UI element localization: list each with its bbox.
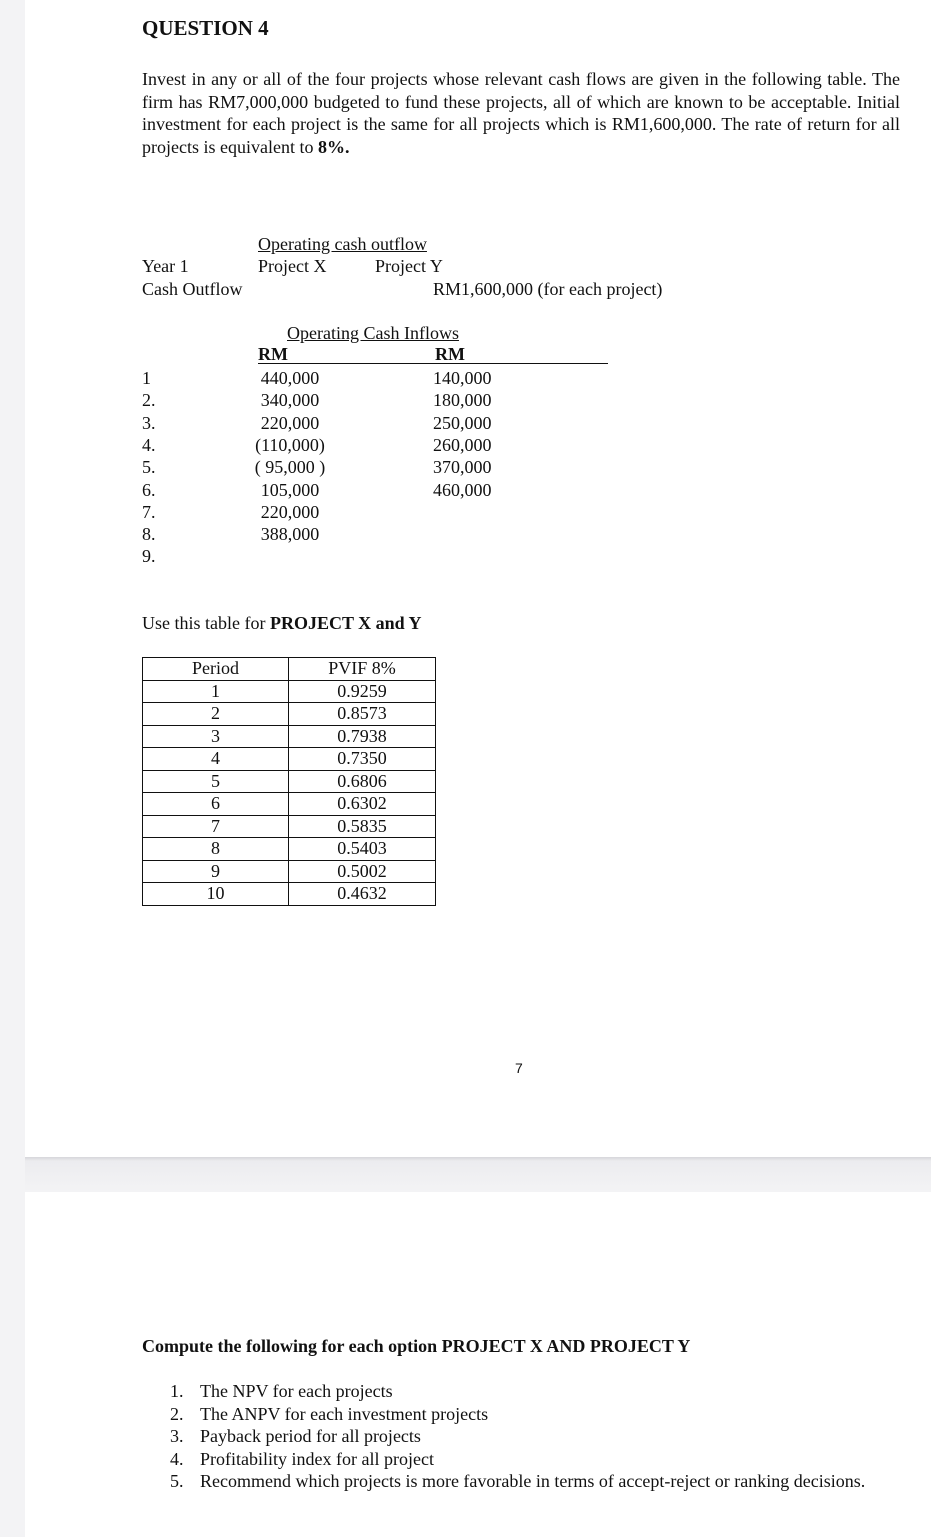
task-number: 4. — [170, 1448, 184, 1469]
pvif-row — [143, 725, 436, 748]
pvif-factor-value: 0.7938 — [337, 725, 387, 746]
task-text: Profitability index for all project — [200, 1448, 434, 1469]
pvif-factor-cell — [289, 725, 436, 748]
pvif-row — [143, 883, 436, 906]
inflow-project-x-value: 105,000 — [260, 479, 320, 500]
task-number: 5. — [170, 1471, 184, 1491]
cash-outflow-amount: RM1,600,000 (for each project) — [433, 279, 663, 299]
inflow-year-label: 5. — [142, 457, 156, 478]
intro-text: Invest in any or all of the four projects whose relevant cash flows are given in the following table. The firm has RM7,000,000 budgeted to fund these projects, all of which are known to be acceptable. Initial investment for each project is the same for all projects which is RM1,600,000. The rate of return for all projects is equivalent to — [142, 69, 900, 157]
pvif-factor-cell — [289, 883, 436, 906]
inflow-year-label: 9. — [142, 546, 156, 567]
pvif-row — [143, 860, 436, 883]
pvif-factor-cell — [289, 748, 436, 771]
table-note — [142, 612, 422, 634]
task-item — [158, 1448, 902, 1471]
task-text: Payback period for all projects — [200, 1426, 421, 1446]
pvif-period-cell: 10 — [143, 883, 289, 906]
task-item — [158, 1380, 902, 1403]
page-number: 7 — [515, 1060, 523, 1076]
pvif-row — [143, 793, 436, 816]
inflow-project-y-value: 370,000 — [433, 457, 492, 478]
pvif-row — [143, 748, 436, 771]
inflows-x-unit: RM — [258, 344, 288, 364]
task-text: The ANPV for each investment projects — [200, 1403, 489, 1424]
inflow-year-label: 4. — [142, 434, 156, 455]
pvif-factor-value: 0.4632 — [337, 883, 387, 904]
table-note-prefix: Use this table for — [142, 613, 270, 633]
table-note-bold: PROJECT X and Y — [269, 613, 422, 633]
inflow-year-label: 7. — [142, 501, 156, 522]
pvif-factor-header: PVIF 8% — [328, 658, 396, 679]
inflow-project-x-value: 340,000 — [260, 390, 320, 411]
question-title: QUESTION 4 — [142, 16, 269, 40]
pvif-row — [143, 815, 436, 838]
pvif-factor-value: 0.9259 — [337, 680, 387, 701]
pvif-period-cell: 6 — [143, 793, 289, 816]
inflow-project-x-value: ( 95,000 ) — [254, 457, 326, 478]
pvif-header-row — [143, 658, 436, 681]
pvif-factor-value: 0.5002 — [337, 860, 387, 881]
inflow-project-x-value: (110,000) — [255, 434, 325, 455]
outflow-project-x-label: Project X — [258, 256, 327, 276]
pvif-period-cell: 2 — [143, 703, 289, 726]
pvif-table — [142, 657, 436, 906]
pvif-row — [143, 838, 436, 861]
page-separator — [25, 1157, 931, 1192]
pvif-factor-value: 0.5835 — [337, 815, 387, 836]
compute-heading: Compute the following for each option PROJECT X AND PROJECT Y — [142, 1336, 691, 1356]
pvif-factor-value: 0.8573 — [337, 703, 387, 724]
year-1-label: Year 1 — [142, 256, 189, 276]
document-page-2 — [25, 1192, 931, 1537]
pvif-row — [143, 703, 436, 726]
inflow-year-label: 8. — [142, 524, 156, 545]
inflows-header-rule — [258, 363, 608, 364]
inflow-project-y-value: 260,000 — [433, 434, 492, 455]
task-item — [158, 1470, 902, 1493]
intro-rate: 8%. — [317, 136, 350, 157]
inflow-project-y-value: 250,000 — [433, 412, 492, 433]
pvif-factor-cell — [289, 793, 436, 816]
document-page-1 — [25, 0, 931, 1157]
pvif-factor-value: 0.7350 — [337, 748, 387, 769]
pvif-row — [143, 770, 436, 793]
pvif-factor-cell — [289, 815, 436, 838]
pvif-factor-cell — [289, 680, 436, 703]
task-number: 1. — [170, 1381, 184, 1401]
pvif-factor-value: 0.6302 — [337, 793, 387, 814]
pvif-period-cell: 1 — [143, 680, 289, 703]
task-item — [158, 1403, 902, 1426]
task-item — [158, 1425, 902, 1448]
task-list — [158, 1380, 902, 1493]
task-text: The NPV for each projects — [200, 1381, 393, 1401]
pvif-period-cell: 7 — [143, 815, 289, 838]
pvif-row — [143, 680, 436, 703]
outflow-project-y-label: Project Y — [375, 256, 443, 276]
inflow-project-y-value: 140,000 — [433, 368, 492, 388]
intro-paragraph — [142, 68, 900, 158]
inflows-y-unit: RM — [435, 344, 465, 364]
pvif-factor-value: 0.5403 — [337, 838, 387, 859]
pvif-period-cell: 8 — [143, 838, 289, 861]
pvif-factor-cell — [289, 770, 436, 793]
cash-outflow-label: Cash Outflow — [142, 279, 243, 299]
pvif-period-cell: 3 — [143, 725, 289, 748]
inflow-project-x-value: 440,000 — [260, 368, 320, 388]
pvif-factor-cell — [289, 838, 436, 861]
outflow-heading: Operating cash outflow — [258, 234, 427, 254]
inflow-project-y-value: 460,000 — [433, 479, 492, 500]
pvif-period-cell: 9 — [143, 860, 289, 883]
pvif-factor-header-cell — [289, 658, 436, 681]
pvif-factor-value: 0.6806 — [337, 770, 387, 791]
task-text: Recommend which projects is more favorable in terms of accept-reject or ranking decisions. — [200, 1471, 866, 1491]
pvif-period-cell: 5 — [143, 770, 289, 793]
pvif-factor-cell — [289, 860, 436, 883]
inflow-project-x-value: 220,000 — [260, 412, 320, 433]
task-number: 3. — [170, 1426, 184, 1446]
pvif-period-cell: 4 — [143, 748, 289, 771]
inflow-project-y-value: 180,000 — [433, 390, 492, 411]
task-number: 2. — [170, 1403, 184, 1424]
inflow-project-x-value: 220,000 — [260, 501, 320, 522]
inflow-year-label: 2. — [142, 390, 156, 411]
inflow-year-label: 6. — [142, 479, 156, 500]
pvif-factor-cell — [289, 703, 436, 726]
inflows-heading: Operating Cash Inflows — [287, 323, 459, 343]
inflow-year-label: 3. — [142, 412, 156, 433]
inflow-project-x-value: 388,000 — [260, 524, 320, 545]
inflow-year-label: 1 — [142, 368, 151, 388]
pvif-period-header: Period — [143, 658, 289, 681]
